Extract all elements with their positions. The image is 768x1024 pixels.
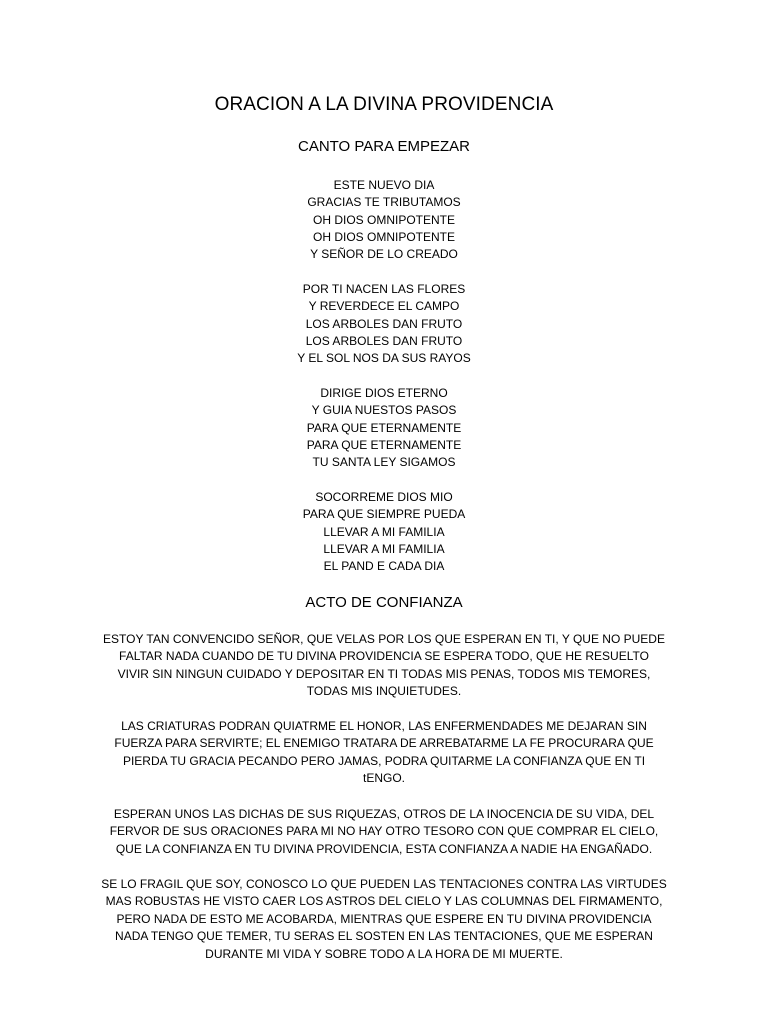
- stanza-line: ESTE NUEVO DIA: [333, 178, 435, 192]
- stanza-line: EL PAND E CADA DIA: [323, 559, 445, 574]
- paragraph-4: [100, 876, 668, 963]
- stanza-line: LOS ARBOLES DAN FRUTO: [305, 333, 463, 348]
- paragraph-line: QUE LA CONFIANZA EN TU DIVINA PROVIDENCIA, ESTA CONFIANZA A NADIE HA ENGAÑADO.: [115, 841, 653, 856]
- paragraph-line: FUERZA PARA SERVIRTE; EL ENEMIGO TRATARA DE ARREBATARME LA FE PROCURARA QUE: [114, 736, 654, 751]
- page-title: ORACION A LA DIVINA PROVIDENCIA: [214, 94, 554, 115]
- stanza-line: PARA QUE ETERNAMENTE: [306, 420, 462, 435]
- paragraph-line: PIERDA TU GRACIA PECANDO PERO JAMAS, PODRA QUITARME LA CONFIANZA QUE EN TI: [122, 753, 646, 768]
- stanza-1: [0, 177, 768, 263]
- stanza-line: Y EL SOL NOS DA SUS RAYOS: [297, 351, 471, 366]
- stanza-2: [0, 281, 768, 367]
- stanza-line: PARA QUE ETERNAMENTE: [306, 437, 462, 452]
- stanza-line: Y GUIA NUESTOS PASOS: [311, 403, 457, 418]
- stanza-line: PARA QUE SIEMPRE PUEDA: [302, 507, 466, 522]
- stanza-line: GRACIAS TE TRIBUTAMOS: [307, 195, 461, 210]
- stanza-line: TU SANTA LEY SIGAMOS: [312, 455, 456, 470]
- stanza-line: DIRIGE DIOS ETERNO: [320, 386, 448, 400]
- act-heading: ACTO DE CONFIANZA: [305, 594, 463, 611]
- paragraph-line: FALTAR NADA CUANDO DE TU DIVINA PROVIDENCIA SE ESPERA TODO, QUE HE RESUELTO: [119, 649, 649, 664]
- stanza-line: Y SEÑOR DE LO CREADO: [310, 247, 458, 262]
- stanza-line: POR TI NACEN LAS FLORES: [302, 282, 466, 296]
- paragraph-line: ESPERAN UNOS LAS DICHAS DE SUS RIQUEZAS, OTROS DE LA INOCENCIA DE SU VIDA, DEL: [113, 807, 655, 821]
- stanza-line: LLEVAR A MI FAMILIA: [323, 541, 445, 556]
- paragraph-line: NADA TENGO QUE TEMER, TU SERAS EL SOSTEN EN LAS TENTACIONES, QUE ME ESPERAN: [115, 929, 653, 944]
- stanza-line: OH DIOS OMNIPOTENTE: [312, 229, 455, 244]
- paragraph-line: DURANTE MI VIDA Y SOBRE TODO A LA HORA DE MI MUERTE.: [205, 946, 563, 961]
- stanza-line: LOS ARBOLES DAN FRUTO: [305, 316, 463, 331]
- paragraph-line: tENGO.: [362, 771, 405, 786]
- paragraph-line: PERO NADA DE ESTO ME ACOBARDA, MIENTRAS QUE ESPERE EN TU DIVINA PROVIDENCIA: [116, 911, 652, 926]
- paragraph-line: FERVOR DE SUS ORACIONES PARA MI NO HAY OTRO TESORO CON QUE COMPRAR EL CIELO,: [109, 824, 659, 839]
- paragraph-2: [100, 718, 668, 788]
- stanza-line: SOCORREME DIOS MIO: [315, 490, 453, 504]
- paragraph-line: ESTOY TAN CONVENCIDO SEÑOR, QUE VELAS POR LOS QUE ESPERAN EN TI, Y QUE NO PUEDE: [103, 632, 665, 646]
- stanza-line: OH DIOS OMNIPOTENTE: [312, 212, 455, 227]
- paragraph-3: [100, 806, 668, 858]
- paragraph-line: VIVIR SIN NINGUN CUIDADO Y DEPOSITAR EN TI TODAS MIS PENAS, TODOS MIS TEMORES,: [117, 666, 651, 681]
- paragraph-line: TODAS MIS INQUIETUDES.: [306, 684, 462, 699]
- paragraph-line: SE LO FRAGIL QUE SOY, CONOSCO LO QUE PUEDEN LAS TENTACIONES CONTRA LAS VIRTUDES: [101, 877, 667, 891]
- stanza-line: Y REVERDECE EL CAMPO: [308, 299, 460, 314]
- paragraph-1: [100, 631, 668, 701]
- stanza-4: [0, 489, 768, 575]
- paragraph-line: MAS ROBUSTAS HE VISTO CAER LOS ASTROS DEL CIELO Y LAS COLUMNAS DEL FIRMAMENTO,: [105, 894, 663, 909]
- stanza-line: LLEVAR A MI FAMILIA: [323, 524, 445, 539]
- song-heading: CANTO PARA EMPEZAR: [298, 138, 470, 155]
- stanza-3: [0, 385, 768, 471]
- paragraph-line: LAS CRIATURAS PODRAN QUIATRME EL HONOR, LAS ENFERMENDADES ME DEJARAN SIN: [121, 719, 647, 733]
